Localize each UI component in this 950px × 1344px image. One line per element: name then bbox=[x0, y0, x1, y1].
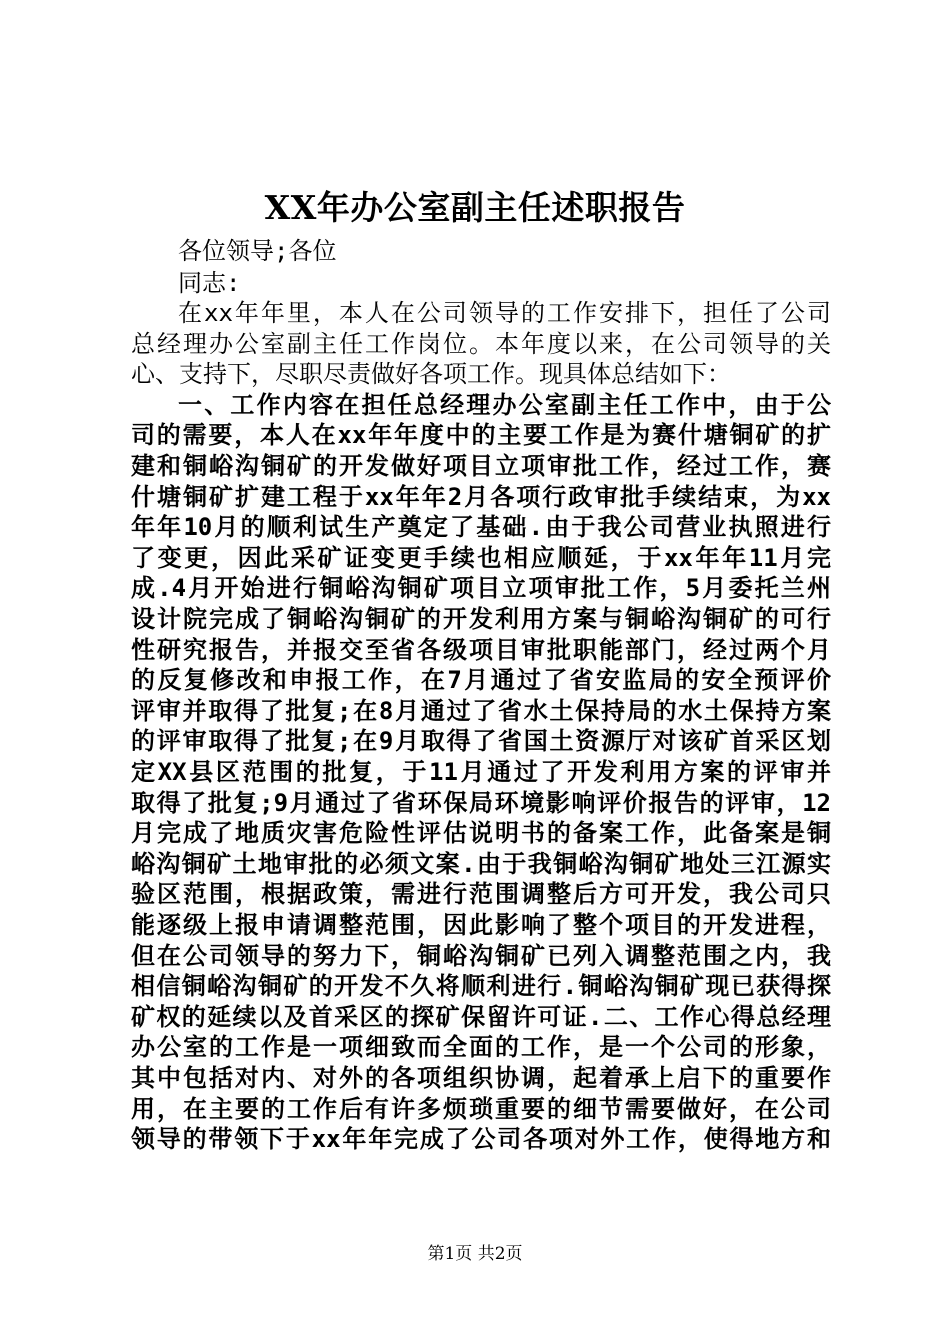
paragraph-line: 领导的带领下于xx年年完成了公司各项对外工作，使得地方和 bbox=[131, 1125, 831, 1153]
paragraph-line: 成.4月开始进行铜峪沟铜矿项目立项审批工作，5月委托兰州 bbox=[131, 574, 831, 602]
paragraph-line: 矿权的延续以及首采区的探矿保留许可证.二、工作心得总经理 bbox=[131, 1003, 831, 1031]
paragraph-line: 办公室的工作是一项细致而全面的工作，是一个公司的形象， bbox=[131, 1033, 831, 1061]
page-number-footer: 第1页 共2页 bbox=[427, 1244, 523, 1264]
paragraph-line: 相信铜峪沟铜矿的开发不久将顺利进行.铜峪沟铜矿现已获得探 bbox=[131, 972, 831, 1000]
paragraph-line: 建和铜峪沟铜矿的开发做好项目立项审批工作，经过工作，赛 bbox=[131, 452, 831, 480]
paragraph-line: 总经理办公室副主任工作岗位。本年度以来，在公司领导的关 bbox=[131, 330, 831, 358]
paragraph-line: 取得了批复;9月通过了省环保局环境影响评价报告的评审，12 bbox=[131, 789, 831, 817]
paragraph-line: 用，在主要的工作后有许多烦琐重要的细节需要做好，在公司 bbox=[131, 1095, 831, 1123]
paragraph-line: 设计院完成了铜峪沟铜矿的开发利用方案与铜峪沟铜矿的可行 bbox=[131, 605, 831, 633]
paragraph-line: 但在公司领导的努力下，铜峪沟铜矿已列入调整范围之内，我 bbox=[131, 942, 831, 970]
paragraph-line: 定XX县区范围的批复，于11月通过了开发利用方案的评审并 bbox=[131, 758, 831, 786]
paragraph-line: 月完成了地质灾害危险性评估说明书的备案工作，此备案是铜 bbox=[131, 819, 831, 847]
salutation-line-1: 各位领导;各位 bbox=[178, 237, 337, 265]
paragraph-line: 性研究报告，并报交至省各级项目审批职能部门，经过两个月 bbox=[131, 636, 831, 664]
paragraph-line: 其中包括对内、对外的各项组织协调，起着承上启下的重要作 bbox=[131, 1064, 831, 1092]
paragraph-line: 能逐级上报申请调整范围，因此影响了整个项目的开发进程， bbox=[131, 911, 831, 939]
paragraph-line: 司的需要，本人在xx年年度中的主要工作是为赛什塘铜矿的扩 bbox=[131, 421, 831, 449]
paragraph-line: 什塘铜矿扩建工程于xx年年2月各项行政审批手续结束，为xx bbox=[131, 483, 831, 511]
paragraph-line: 了变更，因此采矿证变更手续也相应顺延，于xx年年11月完 bbox=[131, 544, 831, 572]
salutation-line-2: 同志: bbox=[178, 269, 241, 297]
paragraph-line: 的反复修改和申报工作，在7月通过了省安监局的安全预评价 bbox=[131, 666, 831, 694]
paragraph-line: 一、工作内容在担任总经理办公室副主任工作中，由于公 bbox=[178, 391, 831, 419]
paragraph-line: 验区范围，根据政策，需进行范围调整后方可开发，我公司只 bbox=[131, 880, 831, 908]
paragraph-line: 峪沟铜矿土地审批的必须文案.由于我铜峪沟铜矿地处三江源实 bbox=[131, 850, 831, 878]
paragraph-line: 心、支持下，尽职尽责做好各项工作。现具体总结如下： bbox=[131, 360, 731, 388]
paragraph-line: 的评审取得了批复;在9月取得了省国土资源厅对该矿首采区划 bbox=[131, 727, 831, 755]
document-title: XX年办公室副主任述职报告 bbox=[264, 188, 686, 227]
paragraph-line: 在xx年年里，本人在公司领导的工作安排下，担任了公司 bbox=[178, 299, 831, 327]
paragraph-line: 年年10月的顺利试生产奠定了基础.由于我公司营业执照进行 bbox=[131, 513, 831, 541]
paragraph-line: 评审并取得了批复;在8月通过了省水土保持局的水土保持方案 bbox=[131, 697, 831, 725]
